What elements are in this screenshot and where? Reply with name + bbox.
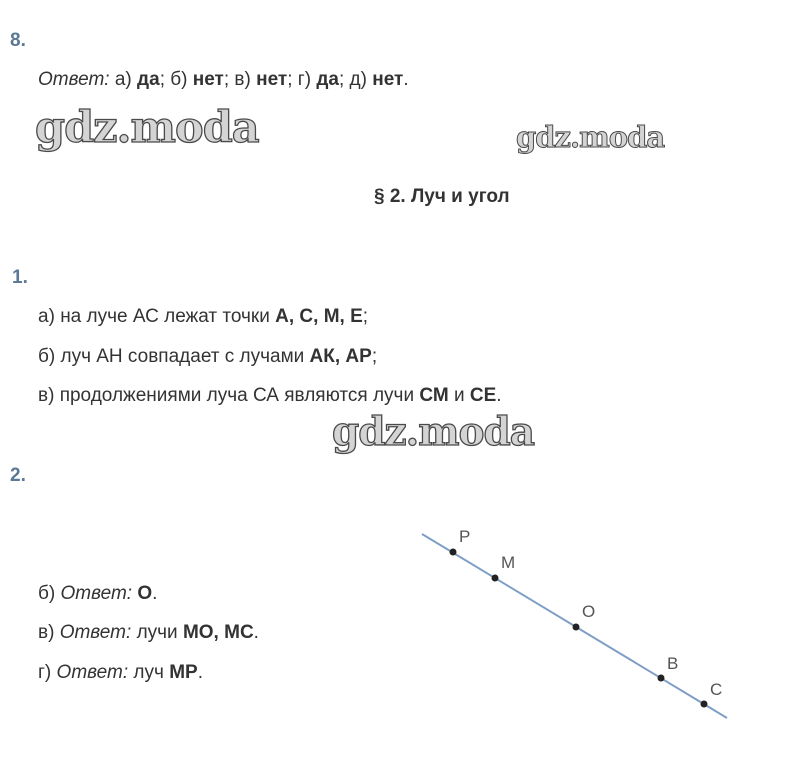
line-b-rays: АК, АР xyxy=(309,346,372,367)
t2-g-value: МР xyxy=(169,662,198,683)
answer-label: Ответ: xyxy=(38,69,110,90)
point-label-o: O xyxy=(582,602,596,621)
line-v-ray1: СМ xyxy=(419,385,449,406)
task-8-number: 8. xyxy=(10,30,26,51)
task-1-number: 1. xyxy=(12,267,28,288)
option-v-label: в) xyxy=(234,69,251,90)
task-2-line-b: б) Ответ: О. xyxy=(38,583,158,604)
line-a-points: А, С, М, Е xyxy=(275,306,363,327)
option-b-value: нет xyxy=(192,69,224,90)
line-a-label: а) xyxy=(38,306,55,327)
section-title: § 2. Луч и угол xyxy=(374,186,510,207)
t2-v-value: МО, МС xyxy=(182,622,254,643)
t2-g-answer-label: Ответ: xyxy=(56,662,129,683)
t2-v-prefix: лучи xyxy=(136,622,178,643)
task-1-line-a: а) на луче АС лежат точки А, С, М, Е; xyxy=(38,306,369,327)
point-o xyxy=(573,624,580,631)
point-label-m: M xyxy=(501,553,516,572)
watermark-3: gdz.moda xyxy=(332,409,535,455)
t2-v-label: в) xyxy=(38,622,55,643)
point-c xyxy=(701,701,708,708)
task-1-line-v: в) продолжениями луча СА являются лучи СМ и СЕ. xyxy=(38,385,502,406)
point-b xyxy=(658,675,665,682)
point-label-p: P xyxy=(459,527,471,546)
point-label-c: C xyxy=(710,680,723,699)
option-d-label: д) xyxy=(349,69,367,90)
line-b-text: луч АН совпадает с лучами xyxy=(60,346,305,367)
line-v-conj: и xyxy=(453,385,465,406)
line-b-label: б) xyxy=(38,346,56,367)
t2-b-value: О xyxy=(137,583,153,604)
task-2-line-v: в) Ответ: лучи МО, МС. xyxy=(38,622,259,643)
option-g-label: г) xyxy=(297,69,312,90)
line-a-text: на луче АС лежат точки xyxy=(60,306,270,327)
task-2-line-g: г) Ответ: луч МР. xyxy=(38,662,203,683)
option-d-value: нет xyxy=(372,69,404,90)
watermark-2: gdz.moda xyxy=(516,120,665,154)
task-1-line-b: б) луч АН совпадает с лучами АК, АР; xyxy=(38,346,378,367)
line-v-label: в) xyxy=(38,385,55,406)
t2-b-label: б) xyxy=(38,583,56,604)
option-g-value: да xyxy=(316,69,339,90)
watermark-1: gdz.moda xyxy=(35,103,259,153)
t2-g-prefix: луч xyxy=(133,662,164,683)
t2-v-answer-label: Ответ: xyxy=(59,622,132,643)
option-a-label: а) xyxy=(114,69,132,90)
point-m xyxy=(492,575,499,582)
line-v-text: продолжениями луча СА являются лучи xyxy=(59,385,415,406)
option-a-value: да xyxy=(137,69,160,90)
task-8-answer: Ответ: а) да; б) нет; в) нет; г) да; д) нет. xyxy=(38,69,409,90)
point-p xyxy=(450,549,457,556)
option-v-value: нет xyxy=(256,69,288,90)
line-v-ray2: СЕ xyxy=(469,385,497,406)
point-label-b: B xyxy=(667,654,679,673)
task-2-number: 2. xyxy=(10,465,26,486)
option-b-label: б) xyxy=(170,69,188,90)
t2-g-label: г) xyxy=(38,662,52,683)
t2-b-answer-label: Ответ: xyxy=(60,583,133,604)
